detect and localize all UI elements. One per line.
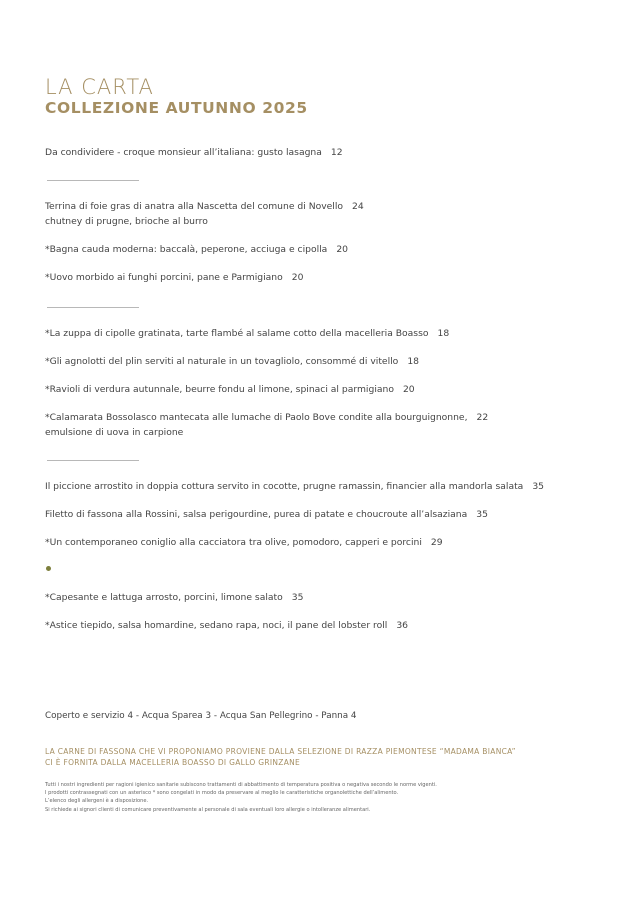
dish-price: 20 — [291, 272, 304, 283]
fassona-origin-notice — [45, 746, 516, 768]
dish-name: *Gli agnolotti del plin serviti al naturale in un tovagliolo, consommé di vitello — [45, 356, 399, 367]
dish-price: 29 — [430, 537, 443, 548]
menu-item-share — [45, 145, 343, 160]
section-divider — [47, 460, 139, 461]
dish-price: 24 — [352, 201, 364, 212]
menu-item-fish — [45, 590, 303, 605]
fine-print-line: Tutti i nostri ingredienti per ragioni igienico sanitarie subiscono trattamenti di abbattimento di temperatura positiva o negativa secondo le norme vigenti. — [45, 782, 437, 788]
dish-name: *Calamarata Bossolasco mantecata alle lumache di Paolo Bove condite alla bourguignonne, — [45, 412, 468, 423]
dish-price: 20 — [336, 244, 349, 255]
fine-print-line: I prodotti contrassegnati con un asterisco * sono congelati in modo da preservare al meglio le caratteristiche organolettiche dell’alimento. — [45, 790, 399, 797]
fine-print-line: Si richiede ai signori clienti di comunicare preventivamente al personale di sala eventuali loro allergie o intolleranze alimentari. — [45, 806, 371, 813]
dish-name: *La zuppa di cipolle gratinata, tarte flambé al salame cotto della macelleria Boasso — [45, 328, 429, 339]
dish-price: 12 — [330, 147, 343, 158]
dish-name: Da condividere - croque monsieur all’italiana: gusto lasagna — [45, 147, 322, 158]
dish-name: Terrina di foie gras di anatra alla Nascetta del comune di Novello — [45, 201, 344, 212]
notice-line: LA CARNE DI FASSONA CHE VI PROPONIAMO PROVIENE DALLA SELEZIONE DI RAZZA PIEMONTESE “MADAMA BIANCA” — [45, 747, 516, 756]
dish-price: 20 — [402, 384, 415, 395]
menu-item-starter — [45, 199, 364, 229]
dish-price: 36 — [396, 620, 409, 631]
notice-line: CI È FORNITA DALLA MACELLERIA BOASSO DI GALLO GRINZANE — [45, 758, 301, 767]
section-bullet — [46, 566, 51, 571]
dish-description: chutney di prugne, brioche al burro — [45, 216, 208, 227]
dish-name: *Bagna cauda moderna: baccalà, peperone, acciuga e cipolla — [45, 244, 328, 255]
allergen-fine-print — [45, 781, 437, 814]
section-divider — [47, 307, 139, 308]
dish-price: 35 — [532, 481, 545, 492]
dish-name: Filetto di fassona alla Rossini, salsa perigourdine, purea di patate e choucroute all’alsaziana — [45, 509, 468, 520]
dish-name: *Capesante e lattuga arrosto, porcini, limone salato — [45, 592, 283, 603]
menu-item-main-course — [45, 479, 544, 494]
dish-description: emulsione di uova in carpione — [45, 427, 184, 438]
menu-item-fish — [45, 618, 408, 633]
dish-price: 18 — [437, 328, 450, 339]
menu-item-starter — [45, 270, 303, 285]
dish-price: 35 — [476, 509, 488, 520]
dish-name: Il piccione arrostito in doppia cottura servito in cocotte, prugne ramassin, financier alla mandorla salata — [45, 481, 524, 492]
menu-item-main-course — [45, 507, 488, 522]
dish-name: *Ravioli di verdura autunnale, beurre fondu al limone, spinaci al parmigiano — [45, 384, 394, 395]
dish-price: 18 — [407, 356, 420, 367]
menu-item-first-course — [45, 382, 415, 397]
dish-price: 35 — [291, 592, 304, 603]
dish-name: *Un contemporaneo coniglio alla cacciatora tra olive, pomodoro, capperi e porcini — [45, 537, 422, 548]
dish-price: 22 — [476, 412, 489, 423]
menu-item-first-course — [45, 326, 449, 341]
menu-item-first-course — [45, 410, 488, 440]
menu-item-first-course — [45, 354, 419, 369]
dish-name: *Uovo morbido ai funghi porcini, pane e Parmigiano — [45, 272, 283, 283]
menu-subtitle: COLLEZIONE AUTUNNO 2025 — [45, 99, 308, 117]
service-and-water-prices: Coperto e servizio 4 - Acqua Sparea 3 - Acqua San Pellegrino - Panna 4 — [45, 711, 357, 721]
menu-item-starter — [45, 242, 348, 257]
section-divider — [47, 180, 139, 181]
dish-name: *Astice tiepido, salsa homardine, sedano rapa, noci, il pane del lobster roll — [45, 620, 388, 631]
menu-item-main-course — [45, 535, 443, 550]
menu-title: LA CARTA — [45, 75, 154, 99]
fine-print-line: L’elenco degli allergeni è a disposizione. — [45, 798, 149, 805]
